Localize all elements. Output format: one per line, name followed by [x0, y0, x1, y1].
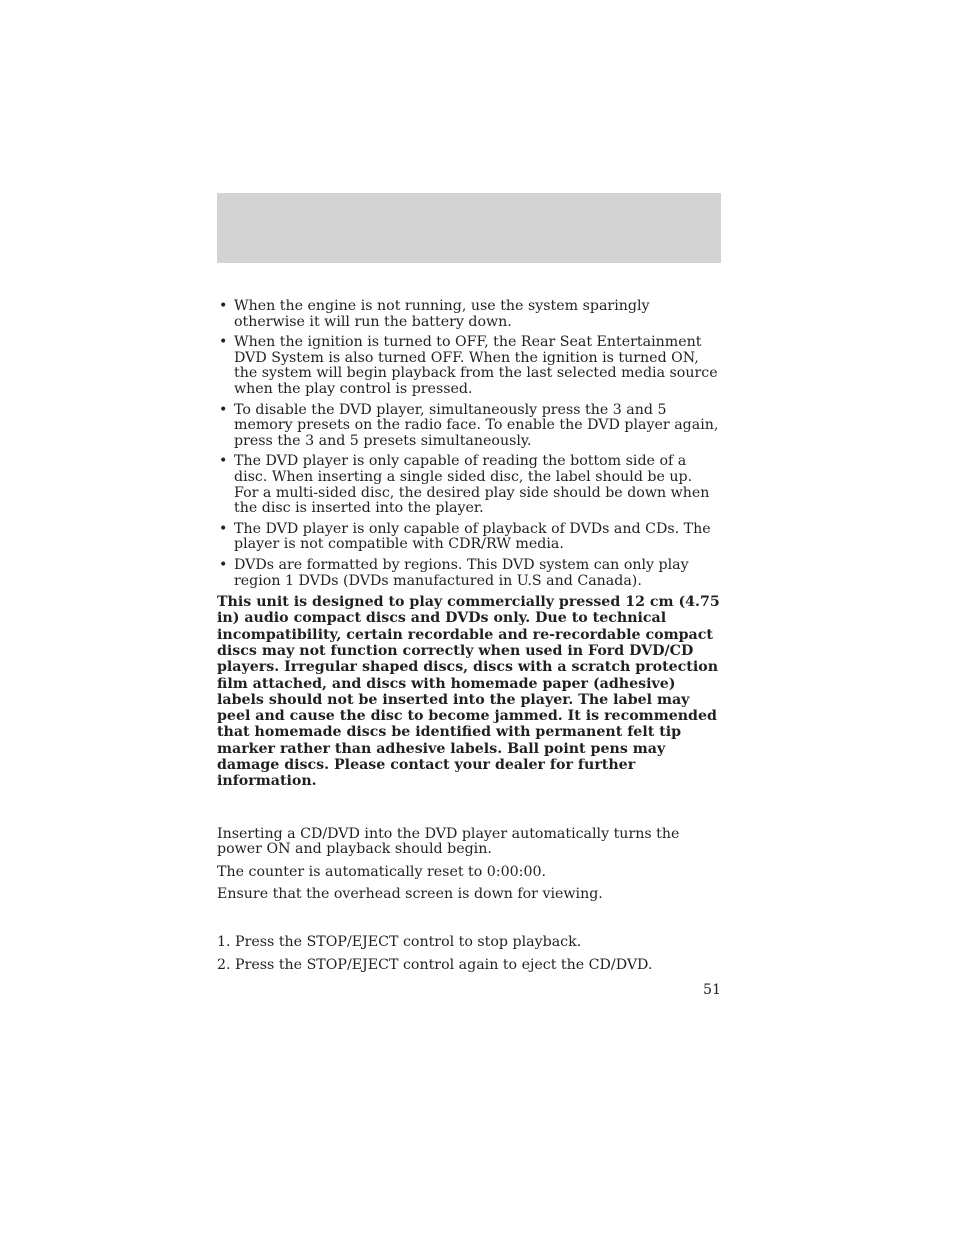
eject-step: 1. Press the STOP/EJECT control to stop playback. — [217, 934, 582, 951]
disc-notice: This unit is designed to play commercially pressed 12 cm (4.75 in) audio compact discs and DVDs only. Due to technical incompatibility, certain recordable and re-recordable compact discs may not function correctly when used in Ford DVD/CD players. Irregular shaped discs, discs with a scratch protection film attached, and discs with homemade paper (adhesive) labels should not be inserted into the player. The label may peel and cause the disc to become jammed. It is recommended that homemade discs be identified with permanent felt tip marker rather than adhesive labels. Ball point pens may damage discs. Please contact your dealer for further information. — [217, 594, 720, 790]
bullet-item — [217, 558, 721, 589]
bullet-icon: • — [219, 556, 228, 573]
insert-paragraph: Ensure that the overhead screen is down for viewing. — [217, 886, 603, 903]
bullet-text: The DVD player is only capable of playback of DVDs and CDs. The player is not compatible with CDR/RW media. — [234, 520, 711, 553]
bullet-text: The DVD player is only capable of reading the bottom side of a disc. When inserting a single sided disc, the label should be up. For a multi-sided disc, the desired play side should be down when the disc is inserted into the player. — [234, 453, 710, 517]
section-spacer — [217, 790, 721, 827]
bullet-list — [217, 299, 721, 589]
page-number: 51 — [702, 982, 721, 998]
bullet-text: When the ignition is turned to OFF, the Rear Seat Entertainment DVD System is also turned OFF. When the ignition is turned ON, the system will begin playback from the last selected media source when the play control is pressed. — [234, 334, 718, 397]
insert-paragraph: The counter is automatically reset to 0:00:00. — [217, 863, 547, 880]
bullet-icon: • — [219, 453, 228, 470]
bullet-item — [217, 335, 721, 397]
bullet-item — [217, 522, 721, 553]
bullet-item — [217, 403, 721, 450]
page-content — [217, 299, 721, 980]
bullet-text: To disable the DVD player, simultaneously press the 3 and 5 memory presets on the radio face. To enable the DVD player again, press the 3 and 5 presets simultaneously. — [234, 401, 719, 449]
bullet-icon: • — [219, 298, 228, 314]
bullet-text: When the engine is not running, use the system sparingly otherwise it will run the battery down. — [234, 298, 650, 330]
eject-step: 2. Press the STOP/EJECT control again to eject the CD/DVD. — [217, 956, 653, 973]
section-spacer — [217, 910, 721, 935]
bullet-item — [217, 299, 721, 330]
bullet-icon: • — [219, 401, 228, 418]
bullet-text: DVDs are formatted by regions. This DVD system can only play region 1 DVDs (DVDs manufactured in U.S and Canada). — [234, 556, 689, 589]
section-header-band — [217, 193, 721, 263]
bullet-icon: • — [219, 520, 228, 537]
bullet-icon: • — [219, 334, 228, 351]
bullet-item — [217, 454, 721, 516]
insert-paragraph: Inserting a CD/DVD into the DVD player automatically turns the power ON and playback should begin. — [217, 825, 680, 858]
